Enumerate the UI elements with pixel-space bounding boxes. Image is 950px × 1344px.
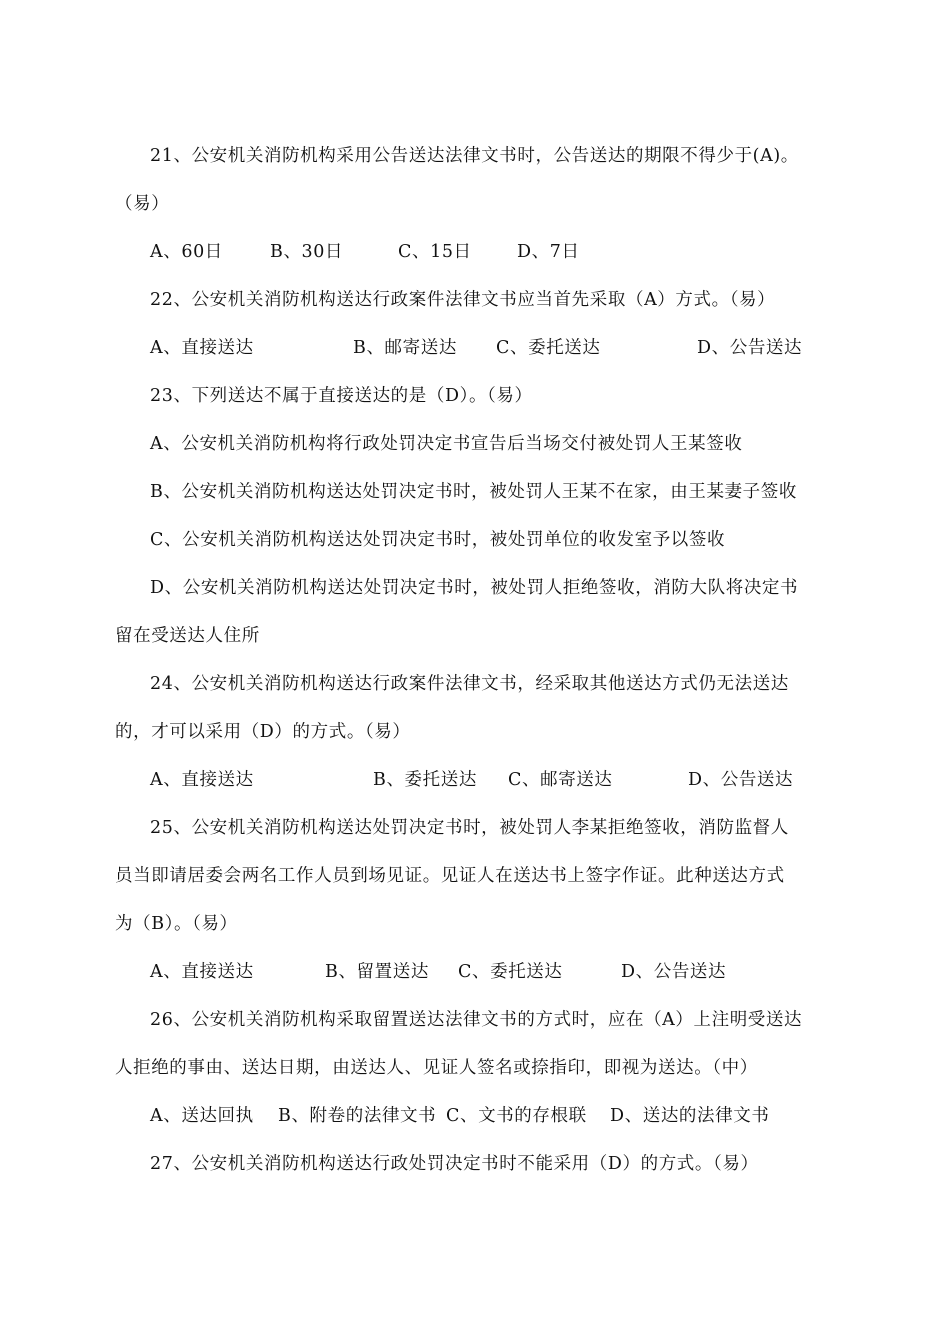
- q24-option-c: C、邮寄送达: [508, 770, 613, 790]
- question-22-text: 22、公安机关消防机构送达行政案件法律文书应当首先采取（A）方式。（易）: [150, 290, 776, 310]
- q24-option-a: A、直接送达: [150, 770, 254, 790]
- question-27-text: 27、公安机关消防机构送达行政处罚决定书时不能采用（D）的方式。（易）: [150, 1154, 759, 1174]
- q25-option-b: B、留置送达: [325, 962, 429, 982]
- q25-option-c: C、委托送达: [458, 962, 563, 982]
- q25-option-d: D、公告送达: [621, 962, 727, 982]
- q26-option-b: B、附卷的法律文书: [278, 1106, 437, 1126]
- q21-option-a: A、60日: [150, 242, 223, 262]
- q24-option-d: D、公告送达: [688, 770, 794, 790]
- q23-option-d-continued: 留在受送达人住所: [115, 626, 260, 646]
- question-21-text: 21、公安机关消防机构采用公告送达法律文书时，公告送达的期限不得少于(A)。: [150, 146, 799, 166]
- question-23-text: 23、下列送达不属于直接送达的是（D）。（易）: [150, 386, 533, 406]
- q22-option-a: A、直接送达: [150, 338, 254, 358]
- question-24-text: 24、公安机关消防机构送达行政案件法律文书，经采取其他送达方式仍无法送达: [150, 674, 789, 694]
- question-26-text: 26、公安机关消防机构采取留置送达法律文书的方式时，应在（A）上注明受送达: [150, 1010, 803, 1030]
- q25-option-a: A、直接送达: [150, 962, 254, 982]
- question-25-text: 25、公安机关消防机构送达处罚决定书时，被处罚人李某拒绝签收，消防监督人: [150, 818, 789, 838]
- q21-option-c: C、15日: [398, 242, 472, 262]
- question-26-text-continued: 人拒绝的事由、送达日期，由送达人、见证人签名或捺指印，即视为送达。（中）: [115, 1058, 758, 1078]
- q22-option-b: B、邮寄送达: [353, 338, 457, 358]
- q23-option-b: B、公安机关消防机构送达处罚决定书时，被处罚人王某不在家，由王某妻子签收: [150, 482, 797, 502]
- q23-option-d: D、公安机关消防机构送达处罚决定书时，被处罚人拒绝签收，消防大队将决定书: [150, 578, 799, 598]
- q26-option-a: A、送达回执: [150, 1106, 254, 1126]
- q22-option-d: D、公告送达: [697, 338, 803, 358]
- q26-option-d: D、送达的法律文书: [610, 1106, 770, 1126]
- q24-option-b: B、委托送达: [373, 770, 477, 790]
- q21-option-b: B、30日: [270, 242, 344, 262]
- question-25-text-end: 为（B）。（易）: [115, 914, 238, 934]
- q21-option-d: D、7日: [517, 242, 580, 262]
- question-25-text-continued: 员当即请居委会两名工作人员到场见证。见证人在送达书上签字作证。此种送达方式: [115, 866, 785, 886]
- q26-option-c: C、文书的存根联: [446, 1106, 587, 1126]
- question-24-text-continued: 的，才可以采用（D）的方式。（易）: [115, 722, 411, 742]
- q23-option-c: C、公安机关消防机构送达处罚决定书时，被处罚单位的收发室予以签收: [150, 530, 726, 550]
- question-21-difficulty: （易）: [115, 194, 170, 214]
- q22-option-c: C、委托送达: [496, 338, 601, 358]
- q23-option-a: A、公安机关消防机构将行政处罚决定书宣告后当场交付被处罚人王某签收: [150, 434, 743, 454]
